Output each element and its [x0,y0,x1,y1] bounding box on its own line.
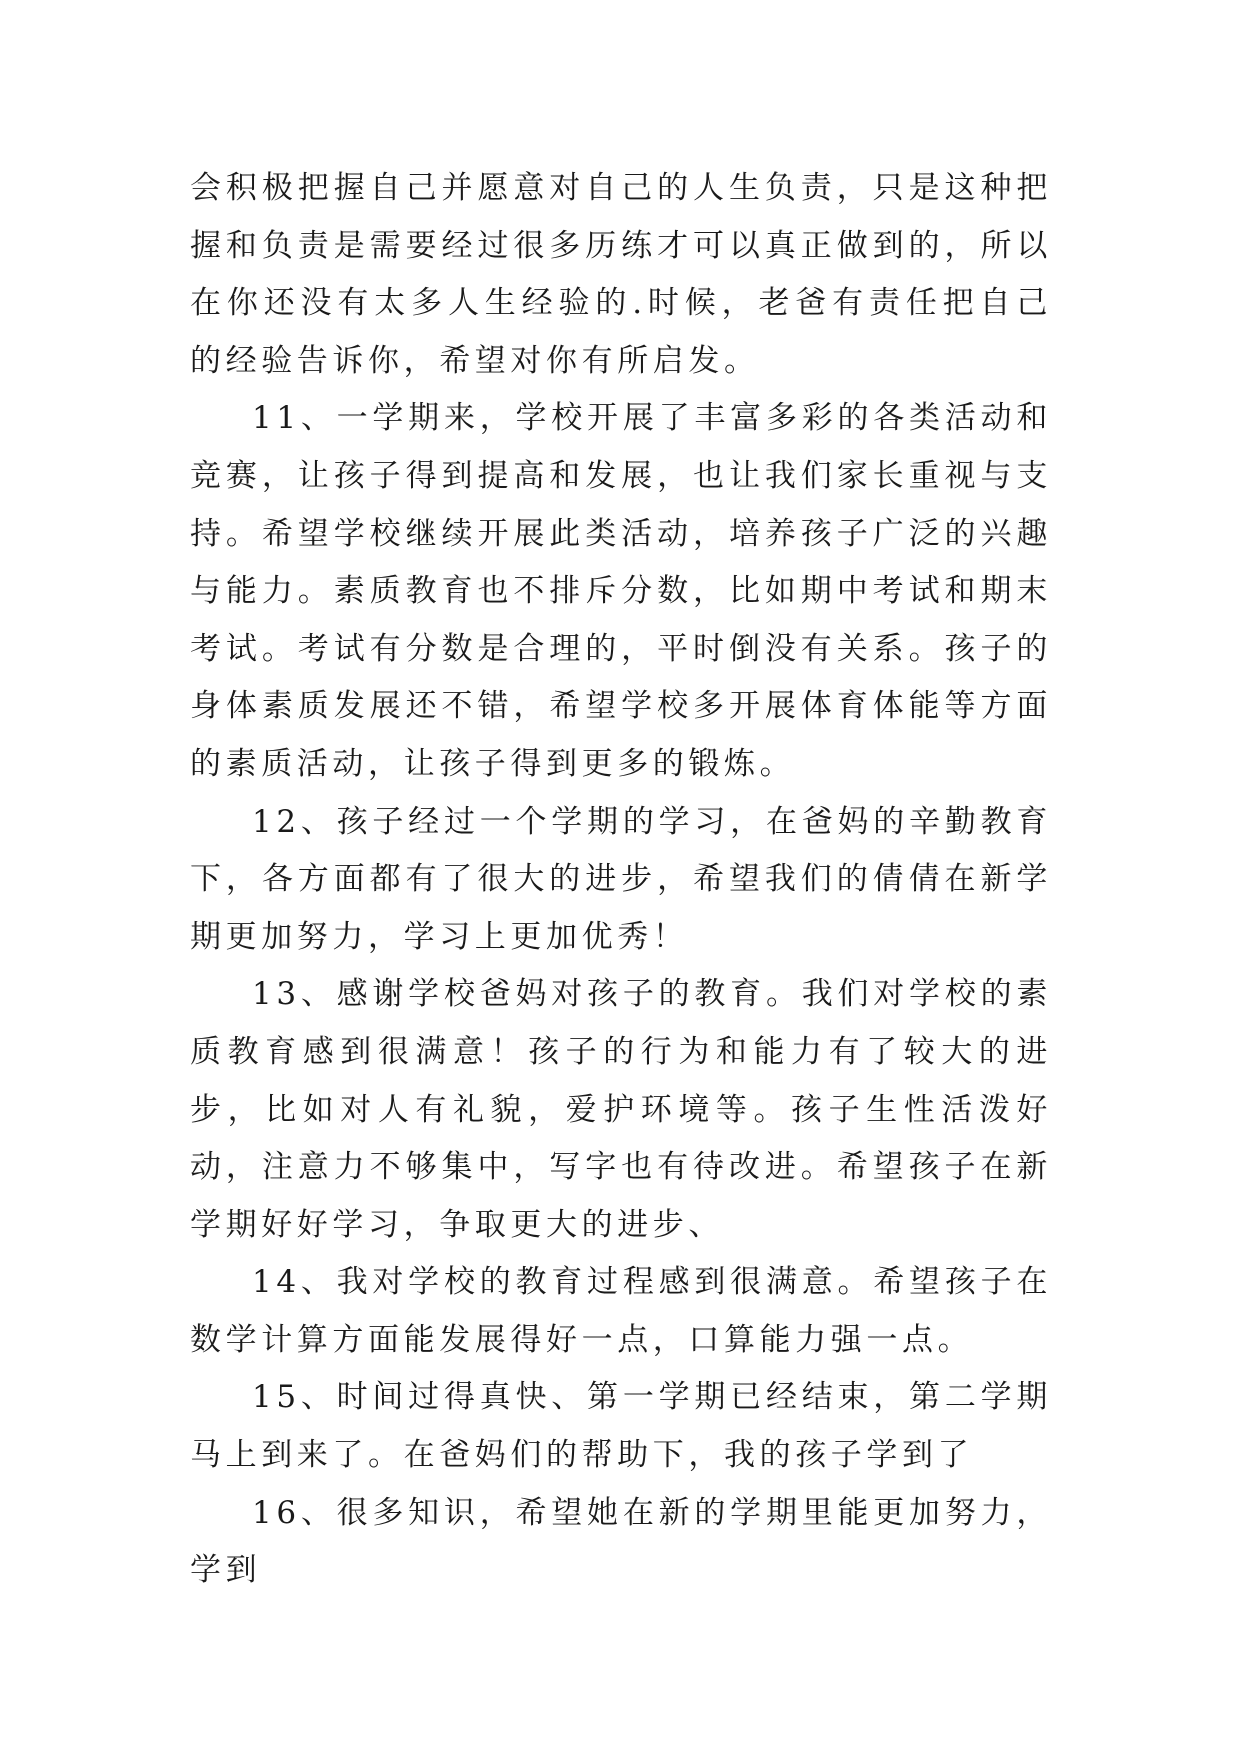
paragraph-16: 16、很多知识，希望她在新的学期里能更加努力，学到 [190,1494,1052,1589]
paragraph-12: 12、孩子经过一个学期的学习，在爸妈的辛勤教育下，各方面都有了很大的进步，希望我们的倩倩在新学期更加努力，学习上更加优秀！ [190,803,1052,955]
paragraph-13: 13、感谢学校爸妈对孩子的教育。我们对学校的素质教育感到很满意！孩子的行为和能力有了较大的进步，比如对人有礼貌，爱护环境等。孩子生性活泼好动，注意力不够集中，写字也有待改进。希望孩子在新学期好好学习，争取更大的进步、 [190,976,1052,1243]
document-body [190,160,1052,1600]
paragraph-14: 14、我对学校的教育过程感到很满意。希望孩子在数学计算方面能发展得好一点，口算能力强一点。 [190,1264,1052,1358]
paragraph-15: 15、时间过得真快、第一学期已经结束，第二学期马上到来了。在爸妈们的帮助下，我的孩子学到了 [190,1379,1052,1474]
paragraph-continued: 会积极把握自己并愿意对自己的人生负责，只是这种把握和负责是需要经过很多历练才可以真正做到的，所以在你还没有太多人生经验的.时候，老爸有责任把自己的经验告诉你，希望对你有所启发。 [190,170,1052,379]
paragraph-11: 11、一学期来，学校开展了丰富多彩的各类活动和竞赛，让孩子得到提高和发展，也让我们家长重视与支持。希望学校继续开展此类活动，培养孩子广泛的兴趣与能力。素质教育也不排斥分数，比如期中考试和期末考试。考试有分数是合理的，平时倒没有关系。孩子的身体素质发展还不错，希望学校多开展体育体能等方面的素质活动，让孩子得到更多的锻炼。 [190,400,1052,782]
